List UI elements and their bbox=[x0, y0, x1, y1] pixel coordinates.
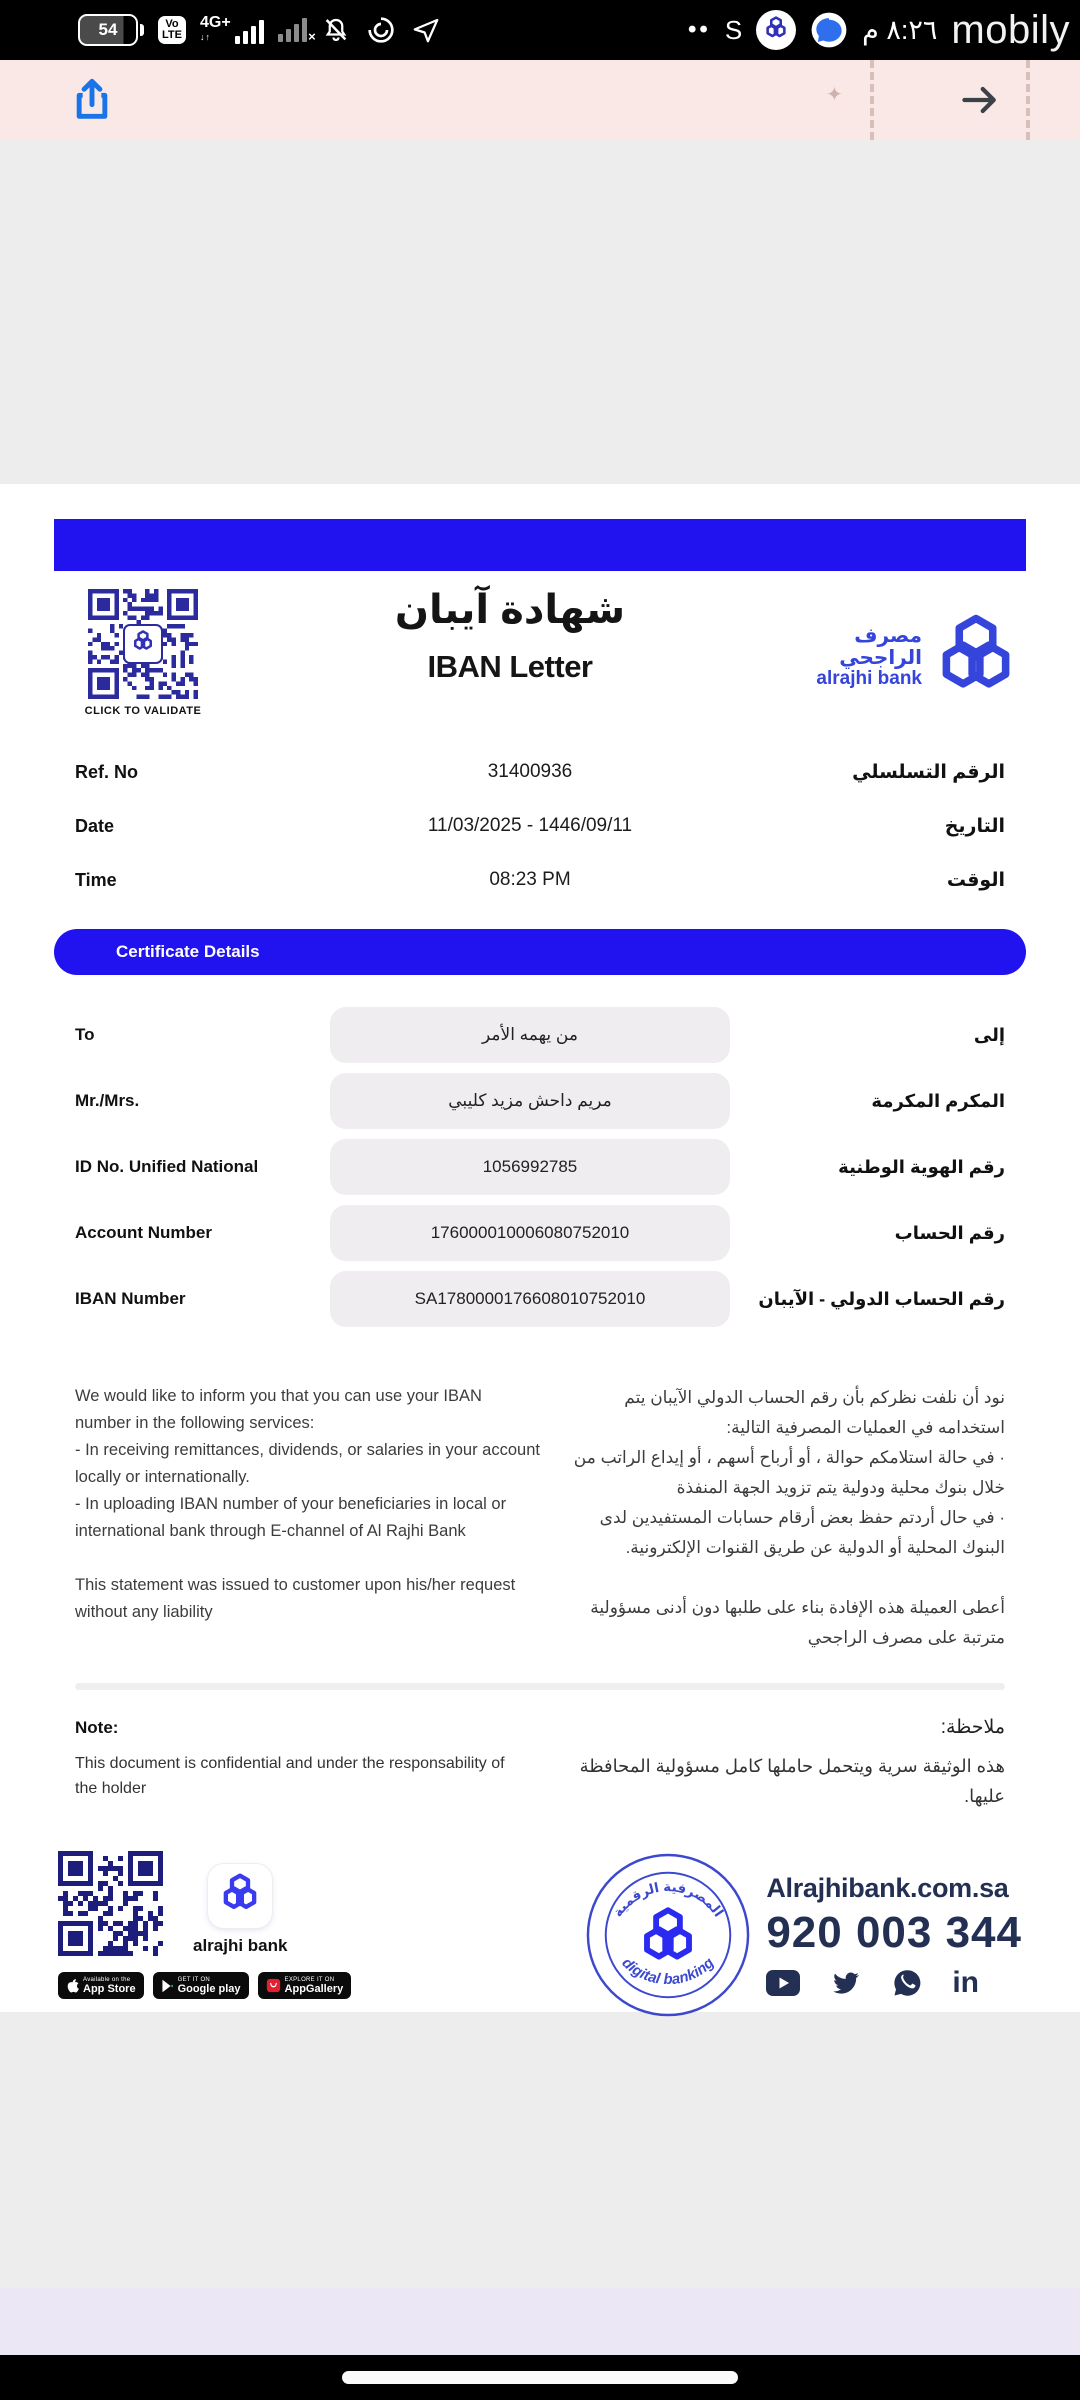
logo-text-arabic: مصرف الراجحي bbox=[839, 625, 922, 670]
title-arabic: شهادة آيبان bbox=[394, 588, 626, 632]
alrajhi-app-label: alrajhi bank bbox=[193, 1936, 288, 1955]
forward-arrow-button[interactable] bbox=[950, 72, 1010, 128]
iban-value: SA1780000176608010752010 bbox=[330, 1271, 730, 1327]
status-bar bbox=[0, 0, 1080, 60]
account-value: 176000010006080752010 bbox=[330, 1205, 730, 1261]
time-label-ar: الوقت bbox=[946, 869, 1005, 891]
to-value: من يهمه الأمر bbox=[330, 1007, 730, 1063]
alrajhi-bank-logo bbox=[792, 585, 1022, 703]
document-header bbox=[0, 571, 1080, 717]
status-bar-left bbox=[78, 14, 441, 46]
iban-letter-page bbox=[0, 484, 1080, 2012]
note-text-ar: هذه الوثيقة سرية ويتحمل حاملها كامل مسؤولية المحافظة عليها. bbox=[579, 1756, 1005, 1806]
signal-4g-icon: 4G+ ↓↑ bbox=[200, 16, 264, 44]
account-label-ar: رقم الحساب bbox=[894, 1222, 1005, 1243]
s-notification-icon: S bbox=[724, 14, 743, 45]
digital-banking-seal bbox=[584, 1851, 752, 2019]
note-label-ar: ملاحظة: bbox=[940, 1717, 1005, 1738]
id-label-en: ID No. Unified National bbox=[75, 1157, 259, 1176]
title-english: IBAN Letter bbox=[427, 649, 593, 684]
bottom-app-strip bbox=[0, 2288, 1080, 2355]
field-row-id bbox=[0, 1139, 1080, 1195]
body-paragraphs bbox=[0, 1383, 1080, 1653]
swirl-app-icon bbox=[365, 14, 397, 46]
certificate-details-header: Certificate Details bbox=[54, 929, 1026, 975]
paper-plane-icon bbox=[411, 15, 441, 45]
field-row-iban bbox=[0, 1271, 1080, 1327]
notification-overflow-dots: •• bbox=[688, 16, 711, 43]
apple-icon bbox=[66, 1978, 79, 1993]
qr-center-logo bbox=[123, 624, 163, 664]
battery-level: 54 bbox=[78, 14, 138, 46]
seal-text-english: digital banking bbox=[618, 1955, 718, 1989]
note-text-en: This document is confidential and under the responsability of the holder bbox=[75, 1755, 505, 1797]
body-text-arabic: نود أن نلفت نظركم بأن رقم الحساب الدولي الآيبان يتم استخدامه في العمليات المصرفية التالية: · في حالة استلامكم حوالة ، أو أرباح أسهم ، أو إيداع الراتب من خلال بنوك محلية ودولية يتم تزويد الجهة المنفذة · في حال أردتم حفظ بعض أرقام حسابات المستفيدين لدى البنوك المحلية أو الدولية عن طريق القنوات الإلكترونية. أعطى العميلة هذه الإفادة بناء على طلبها دون أدنى مسؤولية مترتبة على مصرف الراجحي bbox=[573, 1388, 1005, 1647]
signal-no-service-icon: × bbox=[278, 18, 307, 42]
date-value: 11/03/2025 - 1446/09/11 bbox=[427, 815, 633, 836]
carrier-label: mobily bbox=[951, 7, 1070, 52]
date-label-en: Date bbox=[75, 815, 115, 836]
clock: ٨:٢٦ م bbox=[862, 14, 938, 45]
document-top-band bbox=[54, 519, 1026, 571]
share-button[interactable] bbox=[62, 70, 122, 130]
youtube-icon bbox=[766, 1970, 800, 1996]
qr-caption: CLICK TO VALIDATE bbox=[84, 705, 202, 717]
to-label-ar: إلى bbox=[973, 1024, 1005, 1045]
footer-divider bbox=[75, 1683, 1005, 1690]
bell-muted-icon bbox=[321, 15, 351, 45]
store-badges bbox=[58, 1972, 488, 1999]
volte-badge-icon: Vo LTE bbox=[158, 16, 186, 44]
time-label-en: Time bbox=[75, 869, 117, 890]
field-row-name bbox=[0, 1073, 1080, 1129]
certificate-fields bbox=[0, 1007, 1080, 1327]
app-store-badge: Available on the App Store bbox=[58, 1972, 144, 1999]
note-texts bbox=[0, 1751, 1080, 1811]
social-icons bbox=[766, 1965, 1022, 1999]
field-row-to bbox=[0, 1007, 1080, 1063]
account-label-en: Account Number bbox=[75, 1223, 212, 1242]
sparkle-icon: ✦ bbox=[826, 84, 843, 106]
whatsapp-icon bbox=[892, 1968, 922, 1998]
alrajhi-app-block bbox=[193, 1864, 287, 1956]
reference-info bbox=[0, 745, 1080, 907]
google-play-icon bbox=[161, 1979, 174, 1993]
document-footer bbox=[0, 1851, 1080, 2019]
body-text-english: We would like to inform you that you can use your IBAN number in the following services: - In receiving remittances, dividends, or salaries in your account locally or internationally. - In uploading IBAN number of your beneficiaries in local or international bank through E-channel of Al Rajhi Bank This statement was issued to customer upon his/her request without any liability bbox=[75, 1387, 540, 1621]
date-label-ar: التاريخ bbox=[944, 815, 1005, 837]
info-row-time bbox=[0, 853, 1080, 907]
status-bar-right bbox=[688, 8, 1070, 53]
note-labels bbox=[0, 1716, 1080, 1739]
linkedin-icon: in bbox=[952, 1965, 979, 1999]
battery-icon bbox=[78, 14, 144, 46]
name-label-en: Mr./Mrs. bbox=[75, 1091, 140, 1110]
ref-label-en: Ref. No bbox=[75, 761, 138, 782]
appgallery-badge: EXPLORE IT ON AppGallery bbox=[258, 1972, 352, 1999]
note-label-en: Note: bbox=[75, 1717, 119, 1737]
document-titles bbox=[228, 585, 792, 685]
appgallery-icon bbox=[266, 1978, 281, 1993]
info-row-date bbox=[0, 799, 1080, 853]
ref-label-ar: الرقم التسلسلي bbox=[852, 761, 1005, 783]
field-row-account bbox=[0, 1205, 1080, 1261]
website-url: Alrajhibank.com.sa bbox=[766, 1872, 1009, 1903]
logo-text-english: alrajhi bank bbox=[816, 668, 922, 690]
alrajhi-app-icon-footer bbox=[208, 1864, 272, 1928]
name-label-ar: المكرم المكرمة bbox=[871, 1090, 1005, 1111]
messages-bubble-icon bbox=[810, 11, 848, 49]
contact-block bbox=[766, 1873, 1022, 1998]
iban-label-ar: رقم الحساب الدولي - الآيبان bbox=[758, 1288, 1005, 1309]
id-label-ar: رقم الهوية الوطنية bbox=[838, 1156, 1005, 1177]
google-play-badge: GET IT ON Google play bbox=[153, 1972, 249, 1999]
toolbar-dashed-separator bbox=[870, 60, 874, 140]
to-label-en: To bbox=[75, 1025, 95, 1044]
name-value: مريم داحش مزيد كليبي bbox=[330, 1073, 730, 1129]
pdf-viewer-toolbar bbox=[0, 60, 1080, 140]
phone-number: 920 003 344 bbox=[766, 1907, 1022, 1957]
gesture-pill[interactable] bbox=[342, 2371, 738, 2384]
system-navigation-bar bbox=[0, 2355, 1080, 2400]
alrajhi-app-icon bbox=[756, 10, 796, 50]
ref-value: 31400936 bbox=[487, 761, 573, 782]
app-download-qr-code bbox=[58, 1851, 163, 1956]
time-value: 08:23 PM bbox=[489, 869, 571, 890]
validation-qr-block[interactable] bbox=[58, 585, 228, 717]
pdf-viewer-background bbox=[0, 140, 1080, 2288]
alrajhi-trefoil-icon bbox=[930, 613, 1022, 703]
twitter-icon bbox=[830, 1969, 862, 1997]
id-value: 1056992785 bbox=[330, 1139, 730, 1195]
iban-label-en: IBAN Number bbox=[75, 1289, 186, 1308]
toolbar-dashed-separator bbox=[1026, 60, 1030, 140]
info-row-ref bbox=[0, 745, 1080, 799]
seal-text-arabic: المصرفية الرقمية bbox=[610, 1879, 727, 1920]
